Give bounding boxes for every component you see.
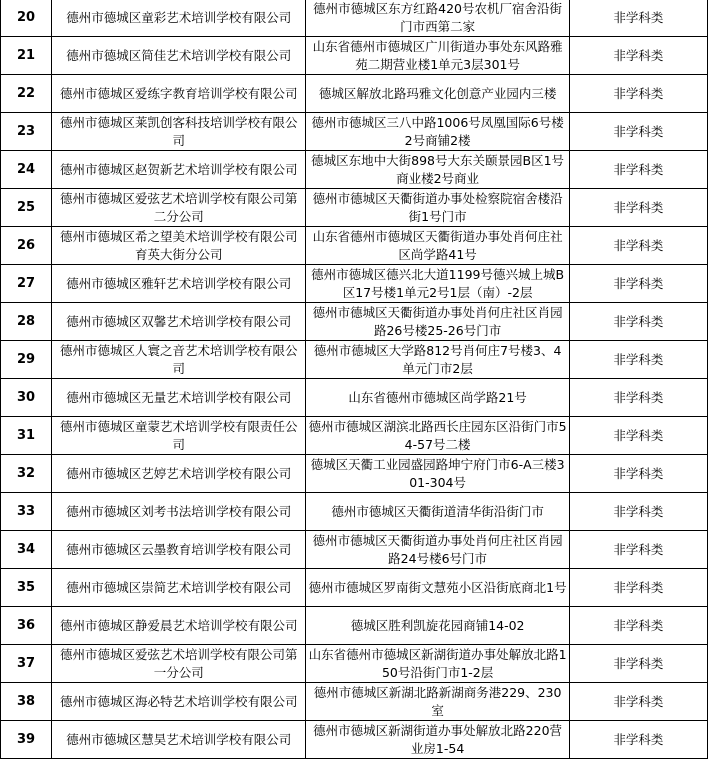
table-body	[1, 0, 708, 759]
institution-name: 德州市德城区无量艺术培训学校有限公司	[52, 379, 306, 417]
table-row	[1, 341, 708, 379]
institution-category: 非学科类	[569, 607, 707, 645]
institution-name: 德州市德城区童蒙艺术培训学校有限责任公司	[52, 417, 306, 455]
table-row	[1, 37, 708, 75]
institution-address: 德州市德城区罗南街文慧苑小区沿街底商北1号	[306, 569, 569, 607]
row-number: 34	[1, 531, 52, 569]
institution-address: 德州市德城区天衢街道办事处肖何庄社区肖园路26号楼25-26号门市	[306, 303, 569, 341]
row-number: 26	[1, 227, 52, 265]
institution-address: 德城区天衢工业园盛园路坤宁府门市6-A三楼301-304号	[306, 455, 569, 493]
institution-category: 非学科类	[569, 417, 707, 455]
institution-name: 德州市德城区崇简艺术培训学校有限公司	[52, 569, 306, 607]
institution-address: 德城区东地中大街898号大东关颐景园B区1号商业楼2号商业	[306, 151, 569, 189]
institution-category: 非学科类	[569, 227, 707, 265]
institution-category: 非学科类	[569, 151, 707, 189]
table-row	[1, 265, 708, 303]
institution-category: 非学科类	[569, 379, 707, 417]
row-number: 21	[1, 37, 52, 75]
row-number: 37	[1, 645, 52, 683]
institution-name: 德州市德城区希之望美术培训学校有限公司育英大街分公司	[52, 227, 306, 265]
institution-name: 德州市德城区童彩艺术培训学校有限公司	[52, 0, 306, 37]
institution-name: 德州市德城区爱弦艺术培训学校有限公司第一分公司	[52, 645, 306, 683]
table-row	[1, 227, 708, 265]
table-row	[1, 645, 708, 683]
institution-category: 非学科类	[569, 645, 707, 683]
row-number: 25	[1, 189, 52, 227]
institution-category: 非学科类	[569, 683, 707, 721]
institution-category: 非学科类	[569, 113, 707, 151]
table-row	[1, 455, 708, 493]
institution-address: 德州市德城区大学路812号肖何庄7号楼3、4单元门市2层	[306, 341, 569, 379]
row-number: 38	[1, 683, 52, 721]
institution-category: 非学科类	[569, 189, 707, 227]
institution-category: 非学科类	[569, 341, 707, 379]
institution-address: 德州市德城区湖滨北路西长庄园东区沿街门市54-57号二楼	[306, 417, 569, 455]
institution-name: 德州市德城区雅轩艺术培训学校有限公司	[52, 265, 306, 303]
institution-address: 德城区胜利凯旋花园商铺14-02	[306, 607, 569, 645]
table-row	[1, 531, 708, 569]
institution-address: 山东省德州市德城区新湖街道办事处解放北路150号沿街门市1-2层	[306, 645, 569, 683]
institution-address: 德州市德城区三八中路1006号凤凰国际6号楼2号商铺2楼	[306, 113, 569, 151]
row-number: 39	[1, 721, 52, 759]
institution-name: 德州市德城区简佳艺术培训学校有限公司	[52, 37, 306, 75]
institution-category: 非学科类	[569, 0, 707, 37]
table-row	[1, 0, 708, 37]
table-row	[1, 303, 708, 341]
institution-category: 非学科类	[569, 265, 707, 303]
institution-address: 德州市德城区新湖街道办事处解放北路220营业房1-54	[306, 721, 569, 759]
institution-name: 德州市德城区海必特艺术培训学校有限公司	[52, 683, 306, 721]
table-row	[1, 113, 708, 151]
table-row	[1, 379, 708, 417]
institution-address: 德州市德城区天衢街道清华街沿街门市	[306, 493, 569, 531]
row-number: 30	[1, 379, 52, 417]
row-number: 24	[1, 151, 52, 189]
institution-category: 非学科类	[569, 493, 707, 531]
institution-name: 德州市德城区静爱晨艺术培训学校有限公司	[52, 607, 306, 645]
institution-name: 德州市德城区莱凯创客科技培训学校有限公司	[52, 113, 306, 151]
institution-name: 德州市德城区云墨教育培训学校有限公司	[52, 531, 306, 569]
institution-name: 德州市德城区爱练字教育培训学校有限公司	[52, 75, 306, 113]
institution-category: 非学科类	[569, 721, 707, 759]
table-row	[1, 721, 708, 759]
row-number: 31	[1, 417, 52, 455]
table-row	[1, 683, 708, 721]
row-number: 28	[1, 303, 52, 341]
institution-name: 德州市德城区人寰之音艺术培训学校有限公司	[52, 341, 306, 379]
institution-address: 山东省德州市德城区尚学路21号	[306, 379, 569, 417]
row-number: 20	[1, 0, 52, 37]
row-number: 32	[1, 455, 52, 493]
institution-name: 德州市德城区刘考书法培训学校有限公司	[52, 493, 306, 531]
institution-name: 德州市德城区赵贺新艺术培训学校有限公司	[52, 151, 306, 189]
institution-name: 德州市德城区爱弦艺术培训学校有限公司第二分公司	[52, 189, 306, 227]
row-number: 23	[1, 113, 52, 151]
table-row	[1, 417, 708, 455]
institution-address: 德州市德城区德兴北大道1199号德兴城上城B区17号楼1单元2号1层（南）-2层	[306, 265, 569, 303]
table-row	[1, 569, 708, 607]
institution-address: 山东省德州市德城区天衢街道办事处肖何庄社区尚学路41号	[306, 227, 569, 265]
institution-address: 德州市德城区天衢街道办事处检察院宿舍楼沿街1号门市	[306, 189, 569, 227]
institution-address: 山东省德州市德城区广川街道办事处东风路雅苑二期营业楼1单元3层301号	[306, 37, 569, 75]
row-number: 22	[1, 75, 52, 113]
table-row	[1, 75, 708, 113]
table-row	[1, 493, 708, 531]
institution-category: 非学科类	[569, 75, 707, 113]
institution-category: 非学科类	[569, 303, 707, 341]
table-row	[1, 189, 708, 227]
row-number: 29	[1, 341, 52, 379]
institution-address: 德州市德城区天衢街道办事处肖何庄社区肖园路24号楼6号门市	[306, 531, 569, 569]
row-number: 36	[1, 607, 52, 645]
row-number: 33	[1, 493, 52, 531]
institution-category: 非学科类	[569, 531, 707, 569]
institution-category: 非学科类	[569, 455, 707, 493]
institution-address: 德州市德城区新湖北路新湖商务港229、230室	[306, 683, 569, 721]
institution-address: 德州市德城区东方红路420号农机厂宿舍沿街门市西第二家	[306, 0, 569, 37]
institution-address: 德城区解放北路玛雅文化创意产业园内三楼	[306, 75, 569, 113]
institution-category: 非学科类	[569, 37, 707, 75]
table-row	[1, 151, 708, 189]
row-number: 27	[1, 265, 52, 303]
row-number: 35	[1, 569, 52, 607]
institution-name: 德州市德城区双馨艺术培训学校有限公司	[52, 303, 306, 341]
institution-name: 德州市德城区艺婷艺术培训学校有限公司	[52, 455, 306, 493]
table-row	[1, 607, 708, 645]
institution-category: 非学科类	[569, 569, 707, 607]
institution-name: 德州市德城区慧昊艺术培训学校有限公司	[52, 721, 306, 759]
